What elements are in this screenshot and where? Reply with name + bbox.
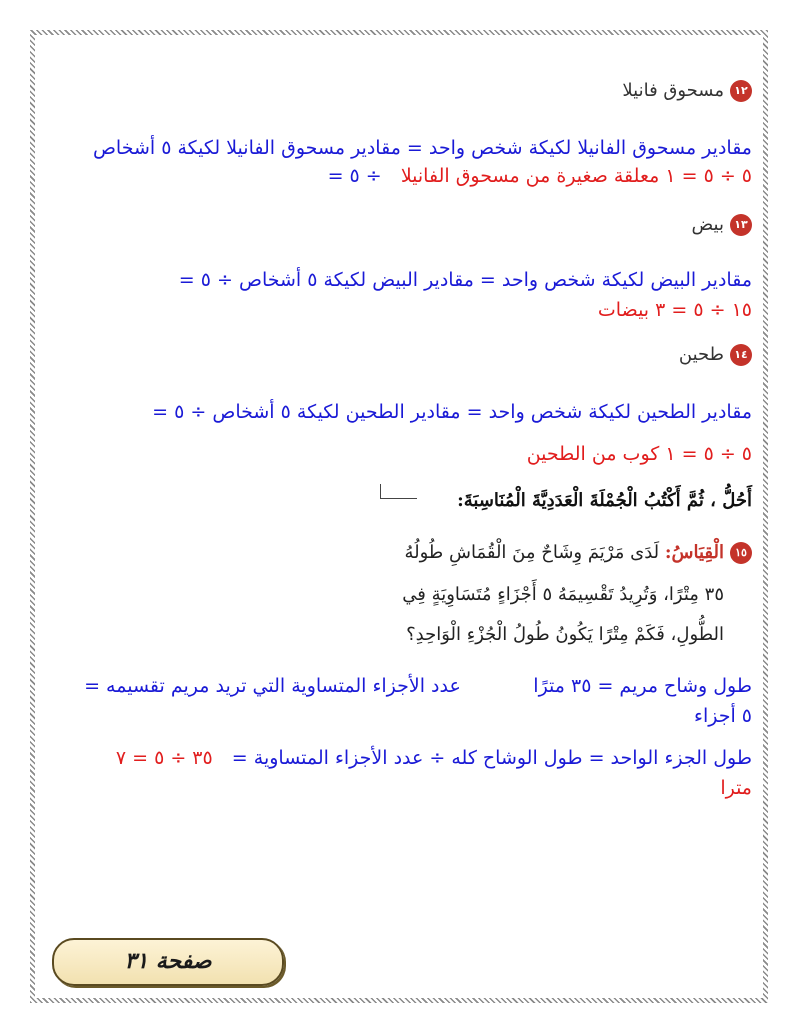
- section-12-heading: [622, 80, 752, 102]
- number-badge: ١٣: [730, 214, 752, 236]
- answer-unit: مترا: [720, 777, 752, 799]
- section-12-answer-line1: مقادير مسحوق الفانيلا لكيكة شخص واحد = مقادير مسحوق الفانيلا لكيكة ٥ أشخاص: [92, 137, 752, 159]
- section-14-result: ٥ ÷ ٥ = ١ كوب من الطحين: [526, 443, 752, 465]
- heading-text: طحين: [678, 344, 724, 365]
- problem-15-line2: ٣٥ مِتْرًا، وَتُرِيدُ تَقْسِيمَهُ ٥ أَجْزَاءٍ مُتَسَاوِيَةٍ فِي: [402, 584, 724, 605]
- instruction-text: أَحُلُّ ، ثُمَّ أَكْتُبُ الْجُمْلَةَ الْعَدَدِيَّةَ الْمُنَاسِبَةَ:: [457, 490, 752, 511]
- section-12-answer-line2: [47, 162, 752, 190]
- answer-line1: طول وشاح مريم = ٣٥ مترًا عدد الأجزاء المتساوية التي تريد مريم تقسيمه =: [84, 675, 752, 697]
- answer-line3: [52, 744, 752, 772]
- number-badge: ١٢: [730, 80, 752, 102]
- heading-text: بيض: [691, 214, 724, 235]
- section-12-continuation: ÷ ٥ =: [327, 165, 382, 187]
- answer-line2: ٥ أجزاء: [694, 705, 752, 727]
- problem-15-line1: [405, 536, 753, 570]
- section-13-heading: [692, 214, 753, 236]
- answer-result: ٣٥ ÷ ٥ = ٧: [115, 747, 213, 769]
- heading-text: مسحوق فانيلا: [622, 80, 724, 101]
- problem-text: لَدَى مَرْيَمَ وِشَاحٌ مِنَ الْقُمَاشِ طُولُهُ: [404, 542, 660, 563]
- number-badge: ١٥: [730, 542, 752, 564]
- problem-15-line3: الطُّولِ، فَكَمْ مِتْرًا يَكُونُ طُولُ الْجُزْءِ الْوَاحِدِ؟: [406, 624, 724, 645]
- decorative-bracket: [380, 484, 417, 499]
- page-number-badge: صفحة ٣١: [52, 938, 284, 986]
- section-12-result: ٥ ÷ ٥ = ١ معلقة صغيرة من مسحوق الفانيلا: [400, 165, 752, 187]
- number-badge: ١٤: [730, 344, 752, 366]
- section-14-answer-line1: مقادير الطحين لكيكة شخص واحد = مقادير الطحين لكيكة ٥ أشخاص ÷ ٥ =: [152, 401, 752, 423]
- section-13-result: ١٥ ÷ ٥ = ٣ بيضات: [597, 299, 752, 321]
- answer-formula: طول الجزء الواحد = طول الوشاح كله ÷ عدد الأجزاء المتساوية =: [231, 747, 752, 769]
- measure-label: الْقِيَاسُ:: [664, 542, 724, 563]
- section-13-answer-line1: مقادير البيض لكيكة شخص واحد = مقادير البيض لكيكة ٥ أشخاص ÷ ٥ =: [178, 269, 752, 291]
- section-14-heading: [679, 344, 752, 366]
